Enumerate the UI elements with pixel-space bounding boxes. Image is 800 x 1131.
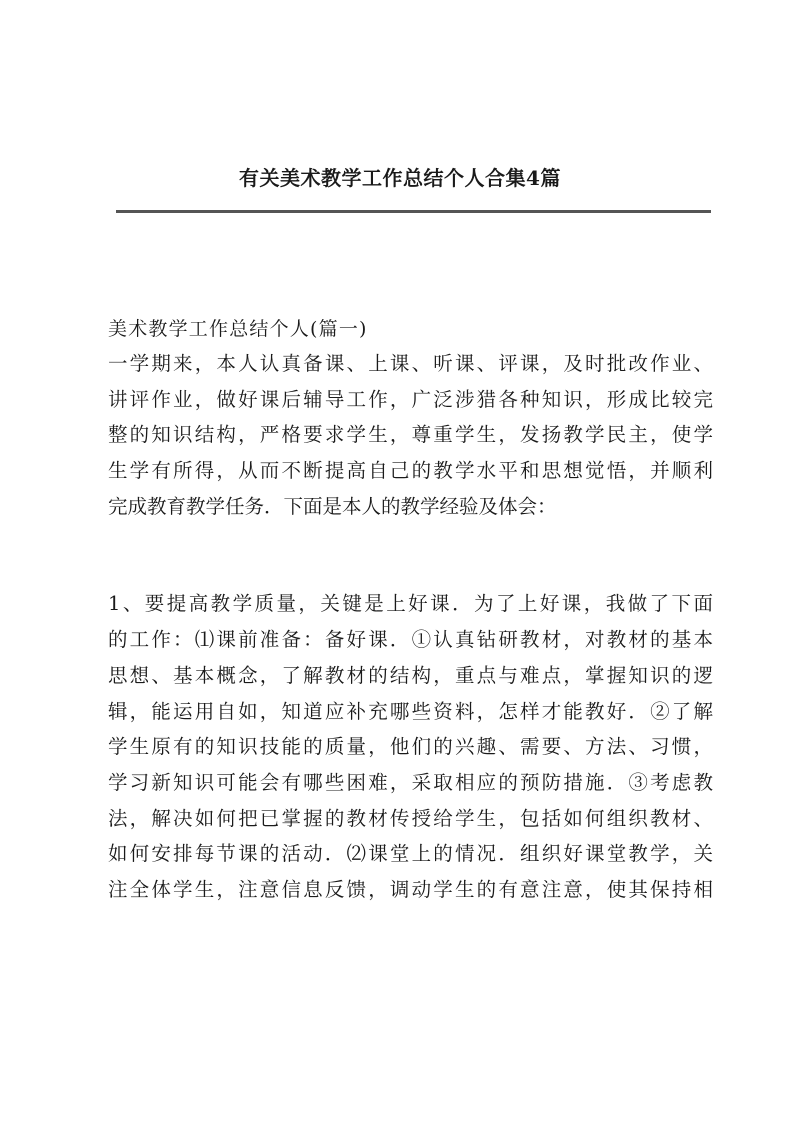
text-line: 一学期来，本人认真备课、上课、听课、评课，及时批改作业、 bbox=[108, 352, 713, 375]
document-body bbox=[108, 312, 713, 908]
paragraph-2 bbox=[108, 586, 713, 907]
text-line: 学习新知识可能会有哪些困难，采取相应的预防措施．③考虑教 bbox=[108, 770, 713, 794]
paragraph-gap bbox=[108, 524, 713, 586]
title-underline bbox=[116, 210, 711, 213]
text-line: 法，解决如何把已掌握的教材传授给学生，包括如何组织教材、 bbox=[108, 806, 713, 830]
text-line: 1、要提高教学质量，关键是上好课．为了上好课，我做了下面 bbox=[108, 592, 713, 616]
section-heading: 美术教学工作总结个人(篇一) bbox=[108, 318, 368, 340]
text-line: 生学有所得，从而不断提高自己的教学水平和思想觉悟，并顺利 bbox=[108, 459, 713, 483]
text-line: 完成教育教学任务．下面是本人的教学经验及体会： bbox=[108, 494, 557, 518]
text-line: 思想、基本概念，了解教材的结构，重点与难点，掌握知识的逻 bbox=[108, 663, 713, 687]
text-line: 学生原有的知识技能的质量，他们的兴趣、需要、方法、习惯， bbox=[108, 735, 713, 759]
document-title: 有关美术教学工作总结个人合集4篇 bbox=[239, 166, 561, 190]
paragraph-1 bbox=[108, 346, 713, 524]
text-line: 讲评作业，做好课后辅导工作，广泛涉猎各种知识，形成比较完 bbox=[108, 387, 713, 411]
text-line: 的工作：⑴课前准备：备好课．①认真钻研教材，对教材的基本 bbox=[108, 628, 713, 652]
text-line: 如何安排每节课的活动．⑵课堂上的情况．组织好课堂教学，关 bbox=[108, 842, 713, 866]
text-line: 注全体学生，注意信息反馈，调动学生的有意注意，使其保持相 bbox=[108, 877, 713, 901]
text-line: 辑，能运用自如，知道应补充哪些资料，怎样才能教好．②了解 bbox=[108, 699, 713, 723]
text-line: 整的知识结构，严格要求学生，尊重学生，发扬教学民主，使学 bbox=[108, 423, 713, 447]
